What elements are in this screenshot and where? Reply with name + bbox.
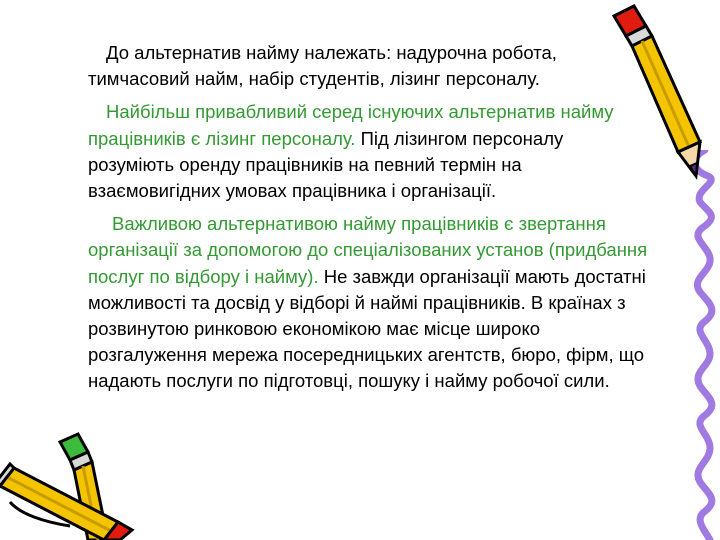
paragraph-3 [88, 211, 648, 394]
red-pencil-icon [0, 452, 150, 540]
paragraph-3-highlight: Важливою альтернативою найму працівників є звертання організації за допомогою до спеціалізованих установ (придбання послуг по відбору і найму). [88, 213, 648, 287]
paragraph-2 [88, 99, 648, 204]
purple-squiggle-border [650, 150, 720, 540]
paragraph-1 [88, 40, 648, 92]
paragraph-3-text: Не завжди організації мають достатні можливості та досвід у відборі й наймі працівників. В країнах з розвинутою ринковою економікою має місце широко розгалуження мережа посередницьких агентств, бюро, фірм, що надають послуги по підготовці, пошуку і найму робочої сили. [88, 265, 646, 392]
text-block [88, 40, 648, 402]
paragraph-2-highlight: Найбільш привабливий серед існуючих альтернатив найму працівників є лізинг персоналу. [88, 101, 614, 149]
paragraph-1-text: До альтернатив найму належать: надурочна робота, тимчасовий найм, набір студентів, лізинг персоналу. [88, 42, 557, 90]
paragraph-2-text: Під лізингом персоналу розуміють оренду працівників на певний термін на взаємовигідних умовах працівника і організації. [88, 127, 564, 202]
green-pencil-icon [52, 432, 114, 540]
